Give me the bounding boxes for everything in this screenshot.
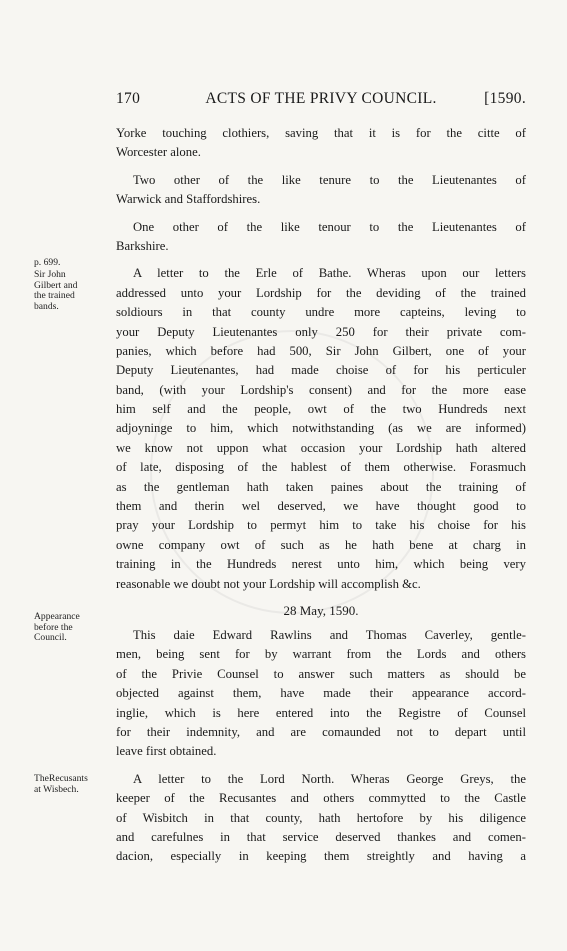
- margin-note-page-ref: [34, 258, 106, 269]
- margin-note-recusants: [34, 774, 106, 795]
- margin-note-appearance: [34, 612, 106, 644]
- paragraph-letter-erle-of-bathe: [116, 264, 526, 594]
- text-line: Two other of the like tenure to the Lieutenantes of: [133, 172, 526, 187]
- margin-note-gilbert: [34, 270, 106, 312]
- text-line: soldiours in that county undre more capteins, leving to: [116, 305, 526, 320]
- text-line: for their indemnity, and are comaunded not to depart until: [116, 724, 526, 739]
- page-body: [116, 124, 526, 867]
- text-line: Barkshire.: [116, 238, 169, 253]
- text-line: your Deputy Lieutenantes only 250 for their private com-: [116, 324, 526, 339]
- text-line: adjoyninge to him, which notwithstanding (as we are informed): [116, 421, 526, 436]
- text-line: them and therin wel deserved, we have thought good to: [116, 499, 526, 514]
- text-line: pray your Lordship to permyt him to take his choise for his: [116, 518, 526, 533]
- margin-note-line: at Wisbech.: [34, 783, 79, 795]
- text-line: dacion, especially in keeping them streightly and having a: [116, 849, 526, 864]
- text-line: leave first obtained.: [116, 744, 217, 759]
- text-line: This daie Edward Rawlins and Thomas Caverley, gentle-: [133, 627, 526, 642]
- text-line: A letter to the Erle of Bathe. Wheras upon our letters: [133, 266, 526, 281]
- running-header: [116, 90, 526, 110]
- paragraph-appearance: [116, 626, 526, 762]
- text-line: of the Privie Counsel to answer such matters as should be: [116, 666, 526, 681]
- margin-note-line: the trained: [34, 290, 75, 302]
- text-line: objected against them, have made their appearance accord-: [116, 686, 526, 701]
- margin-note-line: p. 699.: [34, 257, 61, 268]
- text-line: him self and the people, owt of the two Hundreds next: [116, 402, 526, 417]
- text-line: inglie, which is here entered into the Registre of Counsel: [116, 705, 526, 720]
- date-heading: 28 May, 1590.: [283, 602, 359, 618]
- text-line: men, being sent for by warrant from the Lords and others: [116, 647, 526, 662]
- paragraph-barkshire: [116, 218, 526, 257]
- running-title: ACTS OF THE PRIVY COUNCIL.: [205, 90, 437, 107]
- text-line: reasonable we doubt not your Lordship will accomplish &c.: [116, 576, 421, 591]
- text-line: keeper of the Recusantes and others commytted to the Castle: [116, 791, 526, 806]
- header-year: [1590.: [484, 90, 526, 107]
- text-line: addressed unto your Lordship for the deviding of the trained: [116, 285, 526, 300]
- text-line: training in the Hundreds nerest unto him, which being very: [116, 557, 526, 572]
- text-line: of late, disposing of the hablest of them otherwise. Forasmuch: [116, 460, 526, 475]
- text-line: panies, which before had 500, Sir John Gilbert, one of your: [116, 343, 526, 358]
- paragraph-letter-lord-north: [116, 770, 526, 867]
- text-line: Deputy Lieutenantes, had made choise of for his perticuler: [116, 363, 526, 378]
- text-line: Worcester alone.: [116, 145, 201, 160]
- paragraph-warwick: [116, 171, 526, 210]
- text-line: band, (with your Lordship's consent) and for the more ease: [116, 382, 526, 397]
- margin-note-line: Council.: [34, 632, 67, 644]
- text-line: and carefulnes in that service deserved thankes and comen-: [116, 829, 526, 844]
- text-line: we know not uppon what occasion your Lordship hath altered: [116, 440, 526, 455]
- page-number: 170: [116, 90, 141, 107]
- margin-note-line: Appearance: [34, 611, 80, 622]
- paragraph-clothiers: [116, 124, 526, 163]
- text-line: One other of the like tenour to the Lieutenantes of: [133, 219, 526, 234]
- margin-note-line: Sir John: [34, 269, 66, 280]
- margin-note-line: Gilbert and: [34, 279, 78, 291]
- margin-note-line: bands.: [34, 300, 59, 312]
- text-line: Warwick and Staffordshires.: [116, 192, 261, 207]
- text-line: owne company owt of such as he hath bene at charg in: [116, 537, 526, 552]
- margin-note-line: TheRecusants: [34, 773, 88, 784]
- text-line: of Wisbitch in that county, hath hertofore by his diligence: [116, 810, 526, 825]
- text-line: A letter to the Lord North. Wheras George Greys, the: [133, 771, 526, 786]
- text-line: Yorke touching clothiers, saving that it is for the citte of: [116, 126, 526, 140]
- margin-note-line: before the: [34, 621, 73, 633]
- text-line: as the gentleman hath taken paines about the training of: [116, 479, 526, 494]
